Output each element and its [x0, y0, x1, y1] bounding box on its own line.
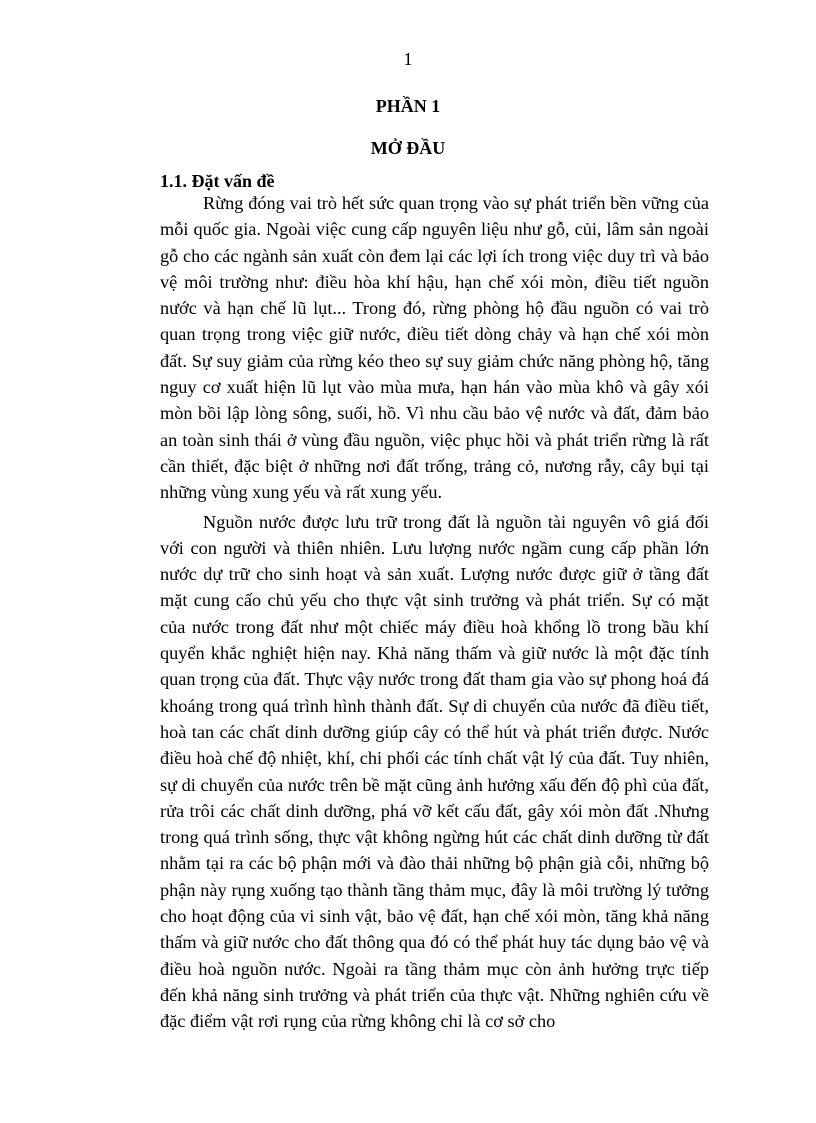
paragraph-water: Nguồn nước được lưu trữ trong đất là nguồn tài nguyên vô giá đối với con người và thiên nhiên. Lưu lượng nước ngầm cung cấp phần lớn nước dự trữ cho sinh hoạt và sản xuất. Lượng nước được giữ ở tầng đất mặt cung cấo chủ yếu cho thực vật sinh trưởng và phát triển. Sự có mặt của nước trong đất như một chiếc máy điều hoà khổng lồ trong bầu khí quyển khắc nghiệt hiện nay. Khả năng thấm và giữ nước là một đặc tính quan trọng của đất. Thực vậy nước trong đất tham gia vào sự phong hoá đá khoáng trong quá trình hình thành đất. Sự di chuyển của nước đã điều tiết, hoà tan các chất dinh dưỡng giúp cây có thể hút và phát triển được. Nước điều hoà chế độ nhiệt, khí, chi phối các tính chất vật lý của đất. Tuy nhiên, sự di chuyển của nước trên bề mặt cũng ảnh hưởng xấu đến độ phì của đất, rửa trôi các chất dinh dưỡng, phá vỡ kết cấu đất, gây xói mòn đất .Nhưng trong quá trình sống, thực vật không ngừng hút các chất dinh dưỡng từ đất nhằm tại ra các bộ phận mới và đào thải những bộ phận già cỗi, những bộ phận này rụng xuống tạo thành tầng thảm mục, đây là môi trường lý tưởng cho hoạt động của vi sinh vật, bảo vệ đất, hạn chế xói mòn, tăng khả năng thấm và giữ nước cho đất thông qua đó có thể phát huy tác dụng bảo vệ và điều hoà nguồn nước. Ngoài ra tầng thảm mục còn ảnh hưởng trực tiếp đến khả năng sinh trưởng và phát triển của thực vật. Những nghiên cứu về đặc điểm vật rơi rụng của rừng không chỉ là cơ sở cho: [160, 511, 709, 1032]
paragraph-intro: Rừng đóng vai trò hết sức quan trọng vào sự phát triển bền vững của mỗi quốc gia. Ngoài việc cung cấp nguyên liệu như gỗ, củi, lâm sản ngoài gỗ cho các ngành sản xuất còn đem lại các lợi ích trong việc duy trì và bảo vệ môi trường như: điều hòa khí hậu, hạn chế xói mòn, điều tiết nguồn nước và hạn chế lũ lụt... Trong đó, rừng phòng hộ đầu nguồn có vai trò quan trọng trong việc giữ nước, điều tiết dòng chảy và hạn chế xói mòn đất. Sự suy giảm của rừng kéo theo sự suy giảm chức năng phòng hộ, tăng nguy cơ xuất hiện lũ lụt vào mùa mưa, hạn hán vào mùa khô và gây xói mòn bồi lập lòng sông, suối, hồ. Vì nhu cầu bảo vệ nước và đất, đảm bảo an toàn sinh thái ở vùng đầu nguồn, việc phục hồi và phát triển rừng là rất cần thiết, đặc biệt ở những nơi đất trống, trảng cỏ, nương rẫy, cây bụi tại những vùng xung yếu và rất xung yếu.: [160, 193, 709, 503]
part-label: PHẦN 1: [375, 96, 441, 116]
body-text: [160, 190, 709, 1035]
part-title: MỞ ĐẦU: [370, 138, 446, 158]
section-heading: 1.1. Đặt vấn đề: [160, 171, 275, 191]
page-number: 1: [403, 49, 413, 69]
